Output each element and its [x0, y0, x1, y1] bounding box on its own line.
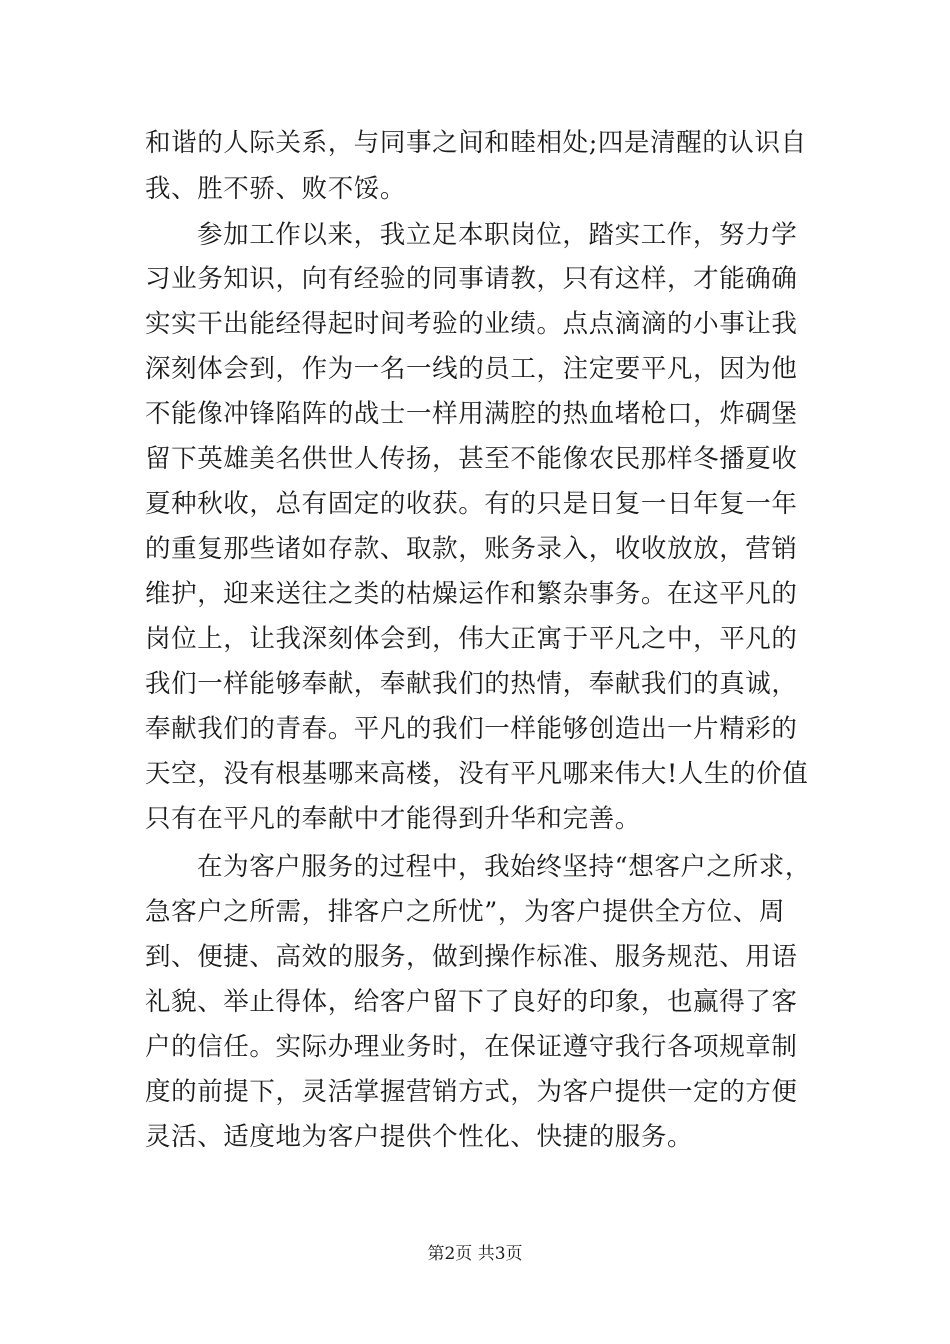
paragraph-start-line: 参加工作以来，我立足本职岗位，踏实工作，努力学	[197, 220, 798, 250]
text-line: 维护，迎来送往之类的枯燥运作和繁杂事务。在这平凡的	[145, 579, 798, 609]
text-line: 礼貌、举止得体，给客户留下了良好的印象，也赢得了客	[145, 987, 798, 1017]
text-line: 不能像冲锋陷阵的战士一样用满腔的热血堵枪口，炸碉堡	[145, 399, 798, 429]
text-line: 户的信任。实际办理业务时，在保证遵守我行各项规章制	[145, 1032, 798, 1062]
text-line: 奉献我们的青春。平凡的我们一样能够创造出一片精彩的	[145, 714, 798, 744]
text-line: 实实干出能经得起时间考验的业绩。点点滴滴的小事让我	[145, 309, 798, 339]
text-line: 灵活、适度地为客户提供个性化、快捷的服务。	[145, 1122, 694, 1152]
page-number-footer: 第2页 共3页	[427, 1244, 523, 1264]
text-line: 夏种秋收，总有固定的收获。有的只是日复一日年复一年	[145, 489, 798, 519]
text-line: 度的前提下，灵活掌握营销方式，为客户提供一定的方便	[145, 1077, 798, 1107]
text-line: 的重复那些诸如存款、取款，账务录入，收收放放，营销	[145, 534, 798, 564]
text-line: 和谐的人际关系，与同事之间和睦相处;四是清醒的认识自	[145, 128, 807, 158]
text-line: 我们一样能够奉献，奉献我们的热情，奉献我们的真诚，	[145, 669, 798, 699]
paragraph-start-line: 在为客户服务的过程中，我始终坚持“想客户之所求，	[197, 852, 811, 882]
text-line: 深刻体会到，作为一名一线的员工，注定要平凡，因为他	[145, 354, 798, 384]
text-line: 只有在平凡的奉献中才能得到升华和完善。	[145, 804, 641, 834]
text-line: 我、胜不骄、败不馁。	[145, 174, 407, 204]
text-line: 天空，没有根基哪来高楼，没有平凡哪来伟大!人生的价值	[145, 759, 809, 789]
text-line: 岗位上，让我深刻体会到，伟大正寓于平凡之中，平凡的	[145, 624, 798, 654]
text-line: 习业务知识，向有经验的同事请教，只有这样，才能确确	[145, 264, 798, 294]
text-line: 急客户之所需，排客户之所忧”，为客户提供全方位、周	[145, 897, 786, 927]
text-line: 留下英雄美名供世人传扬，甚至不能像农民那样冬播夏收	[145, 444, 798, 474]
text-line: 到、便捷、高效的服务，做到操作标准、服务规范、用语	[145, 942, 798, 972]
